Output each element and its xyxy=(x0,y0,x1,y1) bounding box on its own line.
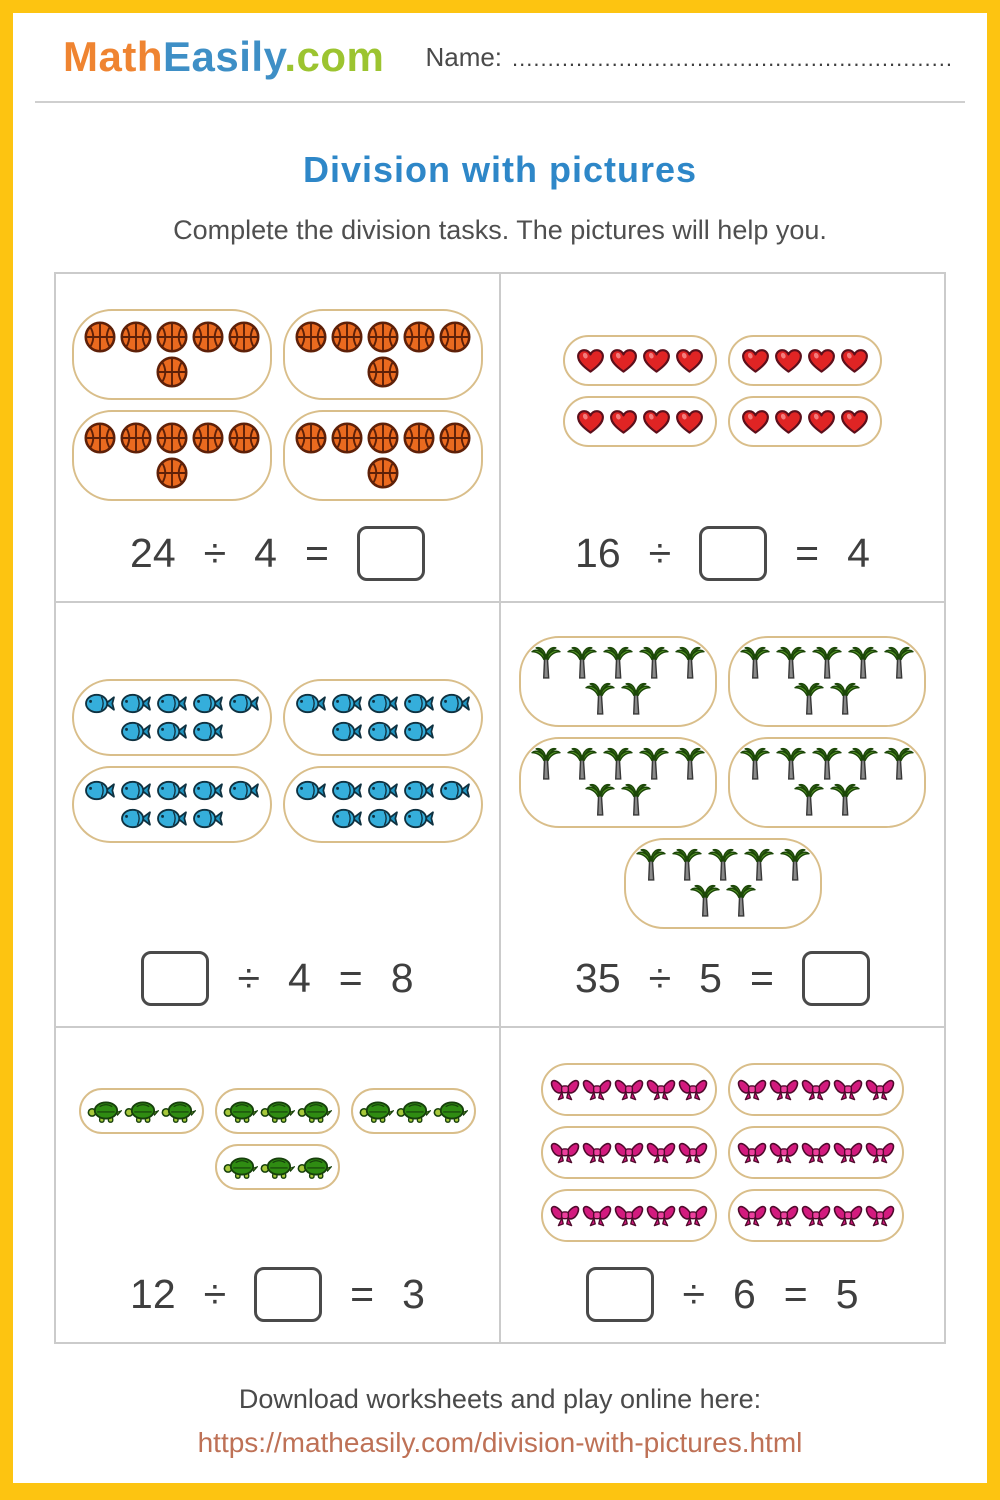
bow-icon xyxy=(865,1202,895,1229)
turtle-icon xyxy=(396,1098,431,1124)
division-sign: ÷ xyxy=(648,529,672,576)
equals-sign: = xyxy=(783,1270,808,1317)
bow-icon xyxy=(833,1202,863,1229)
icon-row xyxy=(737,1202,895,1229)
page-title: Division with pictures xyxy=(302,149,698,190)
icon-row xyxy=(155,456,189,490)
bow-icon xyxy=(833,1139,863,1166)
answer-box[interactable] xyxy=(699,526,767,581)
equation-number: 4 xyxy=(287,955,311,1001)
bow-icon xyxy=(678,1076,708,1103)
icon-row xyxy=(529,747,707,782)
palm-tree-icon xyxy=(688,884,722,919)
bow-icon xyxy=(737,1139,767,1166)
bow-icon xyxy=(801,1202,831,1229)
turtle-icon xyxy=(297,1154,332,1180)
group-pill xyxy=(283,410,483,501)
equation xyxy=(575,526,870,581)
group-pill xyxy=(283,309,483,400)
palm-tree-icon xyxy=(673,747,707,782)
group-pill xyxy=(283,766,483,843)
group-pill xyxy=(541,1189,717,1242)
division-sign: ÷ xyxy=(682,1270,705,1317)
palm-tree-icon xyxy=(882,747,916,782)
fish-icon xyxy=(119,805,153,832)
problem-cell-2 xyxy=(500,273,945,602)
groups-row xyxy=(72,309,483,400)
fish-icon xyxy=(330,777,364,804)
group-pill xyxy=(215,1088,340,1134)
bow-icon xyxy=(833,1076,863,1103)
icon-row xyxy=(550,1076,708,1103)
groups-container xyxy=(79,1088,476,1190)
basketball-icon xyxy=(366,421,400,455)
palm-tree-icon xyxy=(565,747,599,782)
palm-tree-icon xyxy=(846,646,880,681)
bow-icon xyxy=(678,1139,708,1166)
heart-icon xyxy=(839,407,870,436)
basketball-icon xyxy=(438,320,472,354)
icon-row xyxy=(550,1139,708,1166)
fish-icon xyxy=(119,777,153,804)
basketball-icon xyxy=(191,320,225,354)
turtle-icon xyxy=(161,1098,196,1124)
bow-icon xyxy=(801,1076,831,1103)
bow-icon xyxy=(646,1202,676,1229)
icon-row xyxy=(738,646,916,681)
bow-icon xyxy=(582,1076,612,1103)
icon-row xyxy=(366,355,400,389)
equation xyxy=(575,951,870,1006)
palm-tree-icon xyxy=(828,783,862,818)
equation-number: 4 xyxy=(254,529,277,576)
palm-tree-icon xyxy=(792,682,826,717)
bow-icon xyxy=(737,1202,767,1229)
fish-icon xyxy=(119,690,153,717)
fish-icon xyxy=(83,690,117,717)
problem-cell-6 xyxy=(500,1027,945,1343)
groups-row xyxy=(519,636,926,727)
name-fill-line: .............................................................. xyxy=(512,45,953,71)
bow-icon xyxy=(865,1139,895,1166)
heart-icon xyxy=(773,346,804,375)
equation xyxy=(141,951,413,1006)
icon-row xyxy=(294,777,472,804)
group-pill xyxy=(624,838,822,929)
groups-row xyxy=(519,838,926,929)
division-sign: ÷ xyxy=(648,955,672,1001)
instructions-text: Complete the division tasks. The pictures will help you. xyxy=(173,215,827,245)
heart-icon xyxy=(608,407,639,436)
fish-icon xyxy=(366,777,400,804)
palm-tree-icon xyxy=(742,848,776,883)
fish-icon xyxy=(402,718,436,745)
footer-text: Download worksheets and play online here: xyxy=(238,1384,762,1414)
turtle-icon xyxy=(87,1098,122,1124)
icon-row xyxy=(529,646,707,681)
equation-number: 5 xyxy=(699,955,722,1001)
groups-row xyxy=(541,1063,904,1116)
name-label: Name: xyxy=(425,41,503,72)
bow-icon xyxy=(678,1202,708,1229)
icon-row xyxy=(87,1098,196,1124)
basketball-icon xyxy=(155,456,189,490)
palm-tree-icon xyxy=(565,646,599,681)
palm-tree-icon xyxy=(738,747,772,782)
icon-row xyxy=(294,320,472,354)
equation-number: 4 xyxy=(847,529,870,576)
fish-icon xyxy=(330,718,364,745)
turtle-icon xyxy=(359,1098,394,1124)
bow-icon xyxy=(769,1076,799,1103)
groups-row xyxy=(72,410,483,501)
palm-tree-icon xyxy=(882,646,916,681)
groups-row xyxy=(563,396,882,447)
fish-icon xyxy=(191,805,225,832)
icon-row xyxy=(583,682,653,717)
group-pill xyxy=(728,636,926,727)
equation-number: 12 xyxy=(130,1270,176,1317)
bow-icon xyxy=(550,1202,580,1229)
icon-row xyxy=(359,1098,468,1124)
group-pill xyxy=(79,1088,204,1134)
heart-icon xyxy=(608,346,639,375)
group-pill xyxy=(72,410,272,501)
groups-row xyxy=(72,679,483,756)
bow-icon xyxy=(614,1076,644,1103)
problem-cell-5 xyxy=(55,1027,500,1343)
site-logo[interactable] xyxy=(63,33,384,81)
heart-icon xyxy=(773,407,804,436)
footer-link[interactable]: https://matheasily.com/division-with-pictures.html xyxy=(197,1427,803,1458)
group-pill xyxy=(72,679,272,756)
palm-tree-icon xyxy=(774,747,808,782)
fish-icon xyxy=(330,690,364,717)
fish-icon xyxy=(227,777,261,804)
basketball-icon xyxy=(438,421,472,455)
heart-icon xyxy=(641,346,672,375)
group-pill xyxy=(72,766,272,843)
basketball-icon xyxy=(366,320,400,354)
group-pill xyxy=(728,1126,904,1179)
basketball-icon xyxy=(330,421,364,455)
palm-tree-icon xyxy=(583,682,617,717)
icon-row xyxy=(83,777,261,804)
fish-icon xyxy=(83,777,117,804)
palm-tree-icon xyxy=(529,646,563,681)
basketball-icon xyxy=(119,320,153,354)
icon-row xyxy=(634,848,812,883)
icon-row xyxy=(583,783,653,818)
basketball-icon xyxy=(83,421,117,455)
fish-icon xyxy=(438,777,472,804)
groups-row xyxy=(563,335,882,386)
fish-icon xyxy=(402,777,436,804)
equation-number: 5 xyxy=(835,1270,859,1317)
palm-tree-icon xyxy=(619,682,653,717)
groups-row xyxy=(72,766,483,843)
logo-text-math: Math xyxy=(63,33,163,80)
answer-box[interactable] xyxy=(586,1267,654,1322)
palm-tree-icon xyxy=(619,783,653,818)
icon-row xyxy=(83,421,261,455)
group-pill xyxy=(728,1063,904,1116)
basketball-icon xyxy=(402,421,436,455)
heart-icon xyxy=(740,346,771,375)
equals-sign: = xyxy=(350,1270,375,1317)
basketball-icon xyxy=(191,421,225,455)
logo-text-easily: Easily xyxy=(163,33,285,80)
turtle-icon xyxy=(260,1154,295,1180)
header-divider xyxy=(35,101,965,103)
fish-icon xyxy=(155,690,189,717)
icon-row xyxy=(223,1098,332,1124)
turtle-icon xyxy=(260,1098,295,1124)
equals-sign: = xyxy=(795,529,820,576)
icon-row xyxy=(223,1154,332,1180)
basketball-icon xyxy=(366,456,400,490)
worksheet-page xyxy=(13,13,987,1459)
fish-icon xyxy=(155,777,189,804)
turtle-icon xyxy=(297,1098,332,1124)
palm-tree-icon xyxy=(706,848,740,883)
groups-row xyxy=(79,1088,476,1134)
basketball-icon xyxy=(366,355,400,389)
basketball-icon xyxy=(155,355,189,389)
bow-icon xyxy=(769,1139,799,1166)
division-sign: ÷ xyxy=(203,529,227,576)
group-pill xyxy=(541,1063,717,1116)
icon-row xyxy=(550,1202,708,1229)
equation-number: 16 xyxy=(575,529,621,576)
icon-row xyxy=(688,884,758,919)
palm-tree-icon xyxy=(738,646,772,681)
turtle-icon xyxy=(433,1098,468,1124)
icon-row xyxy=(792,682,862,717)
heart-icon xyxy=(806,407,837,436)
groups-container xyxy=(72,309,483,501)
problem-cell-3 xyxy=(55,602,500,1027)
palm-tree-icon xyxy=(529,747,563,782)
icon-row xyxy=(366,456,400,490)
group-pill xyxy=(728,396,882,447)
fish-icon xyxy=(366,718,400,745)
palm-tree-icon xyxy=(583,783,617,818)
fish-icon xyxy=(366,805,400,832)
heart-icon xyxy=(674,346,705,375)
group-pill xyxy=(563,335,717,386)
basketball-icon xyxy=(227,320,261,354)
groups-row xyxy=(541,1126,904,1179)
answer-box[interactable] xyxy=(254,1267,322,1322)
logo-text-com: .com xyxy=(284,33,385,80)
bow-icon xyxy=(769,1202,799,1229)
fish-icon xyxy=(294,777,328,804)
problem-cell-1 xyxy=(55,273,500,602)
palm-tree-icon xyxy=(828,682,862,717)
fish-icon xyxy=(191,777,225,804)
basketball-icon xyxy=(155,320,189,354)
icon-row xyxy=(330,718,436,745)
bow-icon xyxy=(801,1139,831,1166)
icon-row xyxy=(738,747,916,782)
answer-box[interactable] xyxy=(141,951,209,1006)
groups-container xyxy=(541,1063,904,1242)
fish-icon xyxy=(191,718,225,745)
basketball-icon xyxy=(402,320,436,354)
division-sign: ÷ xyxy=(237,955,260,1001)
group-pill xyxy=(728,1189,904,1242)
footer xyxy=(13,1384,987,1459)
group-pill xyxy=(519,737,717,828)
palm-tree-icon xyxy=(601,646,635,681)
group-pill xyxy=(728,335,882,386)
bow-icon xyxy=(614,1202,644,1229)
fish-icon xyxy=(227,690,261,717)
group-pill xyxy=(541,1126,717,1179)
heart-icon xyxy=(740,407,771,436)
heart-icon xyxy=(575,346,606,375)
palm-tree-icon xyxy=(637,646,671,681)
groups-row xyxy=(79,1144,476,1190)
groups-container xyxy=(563,335,882,447)
heart-icon xyxy=(575,407,606,436)
fish-icon xyxy=(402,805,436,832)
heart-icon xyxy=(674,407,705,436)
basketball-icon xyxy=(227,421,261,455)
answer-box[interactable] xyxy=(802,951,870,1006)
icon-row xyxy=(330,805,436,832)
fish-icon xyxy=(119,718,153,745)
palm-tree-icon xyxy=(634,848,668,883)
fish-icon xyxy=(402,690,436,717)
heart-icon xyxy=(839,346,870,375)
bow-icon xyxy=(865,1076,895,1103)
turtle-icon xyxy=(124,1098,159,1124)
fish-icon xyxy=(155,718,189,745)
icon-row xyxy=(737,1139,895,1166)
palm-tree-icon xyxy=(601,747,635,782)
icon-row xyxy=(155,355,189,389)
fish-icon xyxy=(155,805,189,832)
equation-number: 35 xyxy=(575,955,621,1001)
icon-row xyxy=(740,346,870,375)
bow-icon xyxy=(582,1202,612,1229)
basketball-icon xyxy=(119,421,153,455)
problems-grid xyxy=(54,272,946,1344)
palm-tree-icon xyxy=(846,747,880,782)
name-field xyxy=(425,42,953,73)
equation-number: 3 xyxy=(402,1270,425,1317)
group-pill xyxy=(351,1088,476,1134)
icon-row xyxy=(294,690,472,717)
equation xyxy=(586,1267,858,1322)
palm-tree-icon xyxy=(792,783,826,818)
basketball-icon xyxy=(294,421,328,455)
header xyxy=(13,13,987,85)
palm-tree-icon xyxy=(774,646,808,681)
fish-icon xyxy=(191,690,225,717)
group-pill xyxy=(728,737,926,828)
group-pill xyxy=(563,396,717,447)
icon-row xyxy=(83,690,261,717)
fish-icon xyxy=(294,690,328,717)
palm-tree-icon xyxy=(810,646,844,681)
icon-row xyxy=(792,783,862,818)
heart-icon xyxy=(806,346,837,375)
bow-icon xyxy=(646,1139,676,1166)
turtle-icon xyxy=(223,1154,258,1180)
basketball-icon xyxy=(294,320,328,354)
icon-row xyxy=(119,805,225,832)
palm-tree-icon xyxy=(637,747,671,782)
equation-number: 24 xyxy=(130,529,176,576)
bow-icon xyxy=(582,1139,612,1166)
icon-row xyxy=(740,407,870,436)
answer-box[interactable] xyxy=(357,526,425,581)
bow-icon xyxy=(550,1076,580,1103)
equation-number: 8 xyxy=(390,955,414,1001)
group-pill xyxy=(283,679,483,756)
icon-row xyxy=(737,1076,895,1103)
groups-container xyxy=(72,679,483,843)
group-pill xyxy=(519,636,717,727)
icon-row xyxy=(575,346,705,375)
palm-tree-icon xyxy=(670,848,704,883)
basketball-icon xyxy=(155,421,189,455)
equation xyxy=(130,526,425,581)
fish-icon xyxy=(438,690,472,717)
palm-tree-icon xyxy=(724,884,758,919)
equation-number: 6 xyxy=(732,1270,756,1317)
palm-tree-icon xyxy=(778,848,812,883)
icon-row xyxy=(83,320,261,354)
equals-sign: = xyxy=(338,955,363,1001)
division-sign: ÷ xyxy=(203,1270,227,1317)
icon-row xyxy=(119,718,225,745)
equation xyxy=(130,1267,425,1322)
turtle-icon xyxy=(223,1098,258,1124)
fish-icon xyxy=(330,805,364,832)
groups-row xyxy=(541,1189,904,1242)
heart-icon xyxy=(641,407,672,436)
palm-tree-icon xyxy=(673,646,707,681)
bow-icon xyxy=(646,1076,676,1103)
equals-sign: = xyxy=(749,955,774,1001)
basketball-icon xyxy=(330,320,364,354)
icon-row xyxy=(294,421,472,455)
basketball-icon xyxy=(83,320,117,354)
groups-container xyxy=(519,636,926,929)
fish-icon xyxy=(366,690,400,717)
equals-sign: = xyxy=(304,529,329,576)
bow-icon xyxy=(550,1139,580,1166)
groups-row xyxy=(519,737,926,828)
palm-tree-icon xyxy=(810,747,844,782)
bow-icon xyxy=(614,1139,644,1166)
group-pill xyxy=(215,1144,340,1190)
group-pill xyxy=(72,309,272,400)
bow-icon xyxy=(737,1076,767,1103)
problem-cell-4 xyxy=(500,602,945,1027)
icon-row xyxy=(575,407,705,436)
